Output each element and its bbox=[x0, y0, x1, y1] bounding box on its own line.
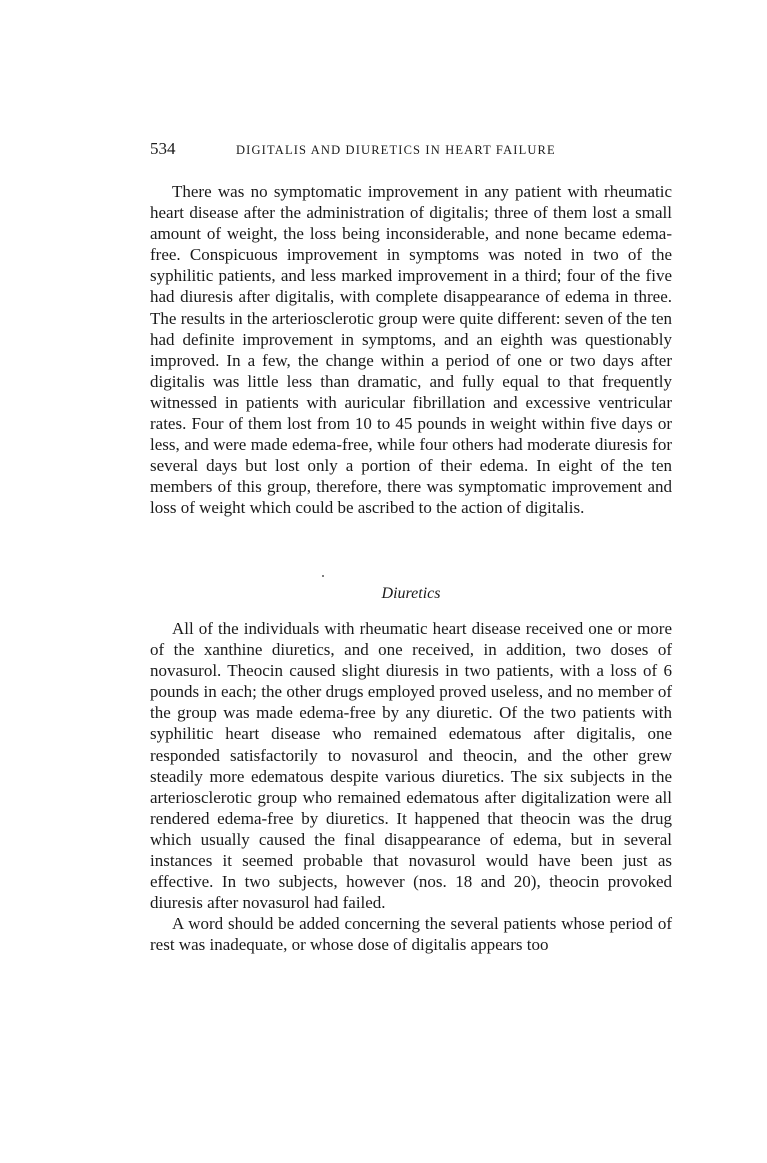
print-speck bbox=[322, 575, 324, 577]
body-section-diuretics bbox=[150, 618, 672, 956]
body-section-digitalis bbox=[150, 181, 672, 519]
section-heading: Diuretics bbox=[381, 585, 441, 602]
paragraph: A word should be added concerning the several patients whose period of rest was inadequate, or whose dose of digitalis appears too bbox=[150, 914, 672, 955]
page-number: 534 bbox=[150, 139, 176, 158]
running-title: DIGITALIS AND DIURETICS IN HEART FAILURE bbox=[236, 143, 556, 157]
paragraph: All of the individuals with rheumatic heart disease received one or more of the xanthine diuretics, and one received, in addition, two doses of novasurol. Theocin caused slight diuresis in two patients, with a loss of 6 pounds in each; the other drugs employed proved useless, and no member of the group was made edema-free by any diuretic. Of the two patients with syphilitic heart disease who remained edematous after digitalis, one responded satisfactorily to novasurol and theocin, and the other grew steadily more edematous despite various diuretics. The six subjects in the arteriosclerotic group who remained edematous after digitalization were all rendered edema-free by diuretics. It happened that theocin was the drug which usually caused the final disappearance of edema, but in several instances it seemed probable that novasurol would have been just as effective. In two subjects, however (nos. 18 and 20), theocin provoked diuresis after novasurol had failed. bbox=[150, 619, 672, 913]
paragraph: There was no symptomatic improvement in any patient with rheumatic heart disease after the administration of digitalis; three of them lost a small amount of weight, the loss being inconsiderable, and none became edema-free. Conspicuous improvement in symptoms was noted in two of the syphilitic patients, and less marked improvement in a third; four of the five had diuresis after digitalis, with complete disappearance of edema in three. The results in the arteriosclerotic group were quite different: seven of the ten had definite improvement in symptoms, and an eighth was questionably improved. In a few, the change within a period of one or two days after digitalis was little less than dramatic, and fully equal to that frequently witnessed in patients with auricular fibrillation and excessive ventricular rates. Four of them lost from 10 to 45 pounds in weight within five days or less, and were made edema-free, while four others had moderate diuresis for several days but lost only a portion of their edema. In eight of the ten members of this group, therefore, there was symptomatic improvement and loss of weight which could be ascribed to the action of digitalis. bbox=[150, 182, 672, 518]
running-header bbox=[150, 138, 670, 162]
